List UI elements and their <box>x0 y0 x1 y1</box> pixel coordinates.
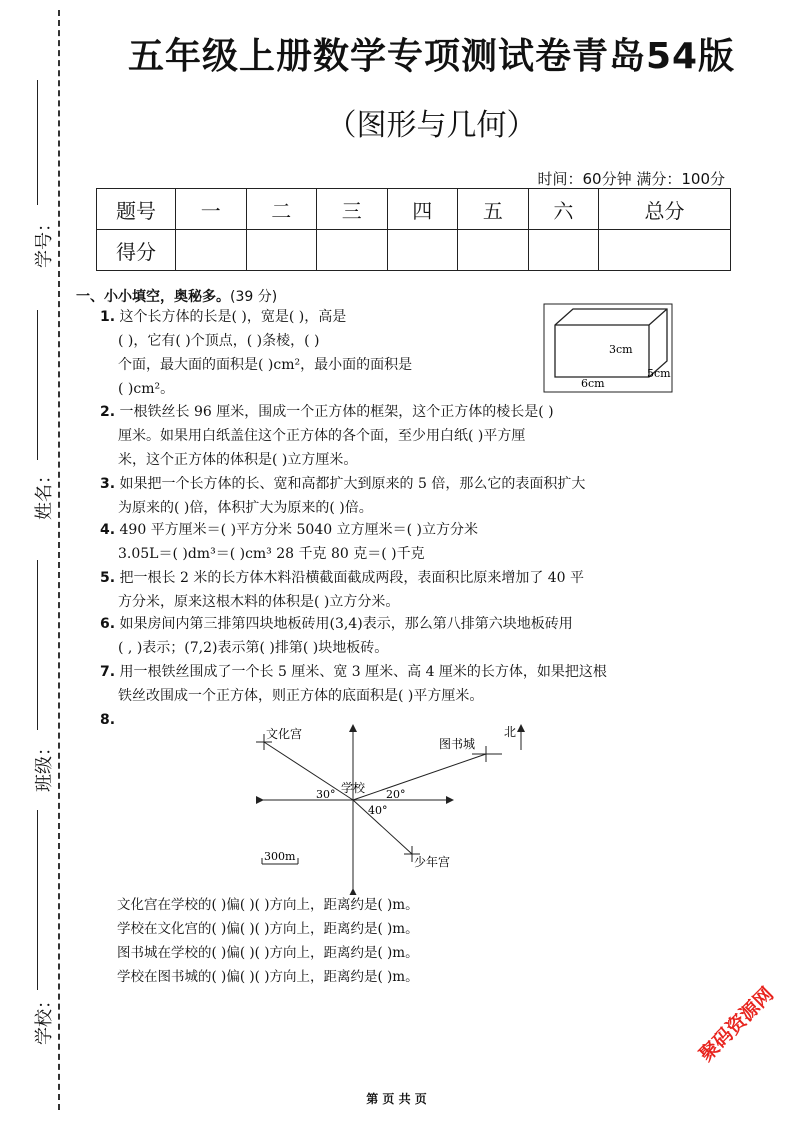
question-number: 3. <box>100 476 116 492</box>
score-header-cell: 三 <box>317 189 388 230</box>
question-text: ( )cm²。 <box>118 381 175 397</box>
question-number: 4. <box>100 522 116 538</box>
line-to-tushucheng <box>353 754 486 800</box>
class-label: 班级： <box>34 738 55 792</box>
question-2 <box>100 400 554 472</box>
student-id-line <box>37 80 38 205</box>
q8-answer-line: 文化宫在学校的( )偏( )( )方向上，距离约是( )m。 <box>117 897 419 913</box>
question-text: 3.05L＝( )dm³＝( )cm³ 28 千克 80 克＝( )千克 <box>118 546 425 562</box>
score-header-cell: 二 <box>246 189 317 230</box>
score-cell[interactable] <box>387 230 458 271</box>
score-cell[interactable] <box>176 230 247 271</box>
question-5 <box>100 566 584 614</box>
cuboid-width-label: 5cm <box>647 367 671 380</box>
class-line <box>37 560 38 730</box>
question-7 <box>100 660 607 708</box>
question-text: 个面，最大面的面积是( )cm²，最小面的面积是 <box>118 357 413 373</box>
tushucheng-label: 图书城 <box>439 737 476 751</box>
question-number: 2. <box>100 404 116 420</box>
score-header-cell: 一 <box>176 189 247 230</box>
name-label: 姓名： <box>34 466 55 520</box>
shaoniangong-label: 少年宫 <box>414 855 451 869</box>
score-cell[interactable] <box>458 230 529 271</box>
question-text: ( )，它有( )个顶点，( )条棱，( ) <box>118 333 320 349</box>
page-footer: 第 页 共 页 <box>366 1092 427 1106</box>
angle-30-label: 30° <box>316 788 336 801</box>
question-8 <box>100 708 115 732</box>
q8-answer-line: 图书城在学校的( )偏( )( )方向上，距离约是( )m。 <box>117 945 419 961</box>
scale-label: 300m <box>264 850 296 863</box>
north-label: 北 <box>504 725 517 739</box>
question-text: 米，这个正方体的体积是( )立方厘米。 <box>118 452 358 468</box>
question-text: 这个长方体的长是( )，宽是( )，高是 <box>119 309 347 325</box>
line-to-wenhuagong <box>264 742 353 800</box>
question-number: 5. <box>100 570 116 586</box>
question-text: 铁丝改围成一个正方体，则正方体的底面积是( )平方厘米。 <box>118 688 484 704</box>
score-cell[interactable] <box>528 230 599 271</box>
question-text: 如果房间内第三排第四块地板砖用(3,4)表示，那么第八排第六块地板砖用 <box>119 616 573 632</box>
question-text: 把一根长 2 米的长方体木料沿横截面截成两段，表面积比原来增加了 40 平 <box>119 570 585 586</box>
question-text: 如果把一个长方体的长、宽和高都扩大到原来的 5 倍，那么它的表面积扩大 <box>119 476 586 492</box>
question-text: 490 平方厘米＝( )平方分米 5040 立方厘米＝( )立方分米 <box>119 522 478 538</box>
question-text: 厘米。如果用白纸盖住这个正方体的各个面，至少用白纸( )平方厘 <box>118 428 526 444</box>
direction-diagram <box>240 720 540 895</box>
question-1 <box>100 305 412 401</box>
score-header-cell: 总分 <box>599 189 731 230</box>
student-id-label: 学号： <box>34 214 55 268</box>
score-table-header-row <box>97 189 731 230</box>
question-6 <box>100 612 573 660</box>
score-cell[interactable] <box>599 230 731 271</box>
cuboid-height-label: 3cm <box>609 343 633 356</box>
school-label: 学校： <box>34 991 55 1045</box>
angle-20-label: 20° <box>386 788 406 801</box>
score-table <box>96 188 731 271</box>
question-text: 方分米，原来这根木料的体积是( )立方分米。 <box>118 594 400 610</box>
score-header-cell: 五 <box>458 189 529 230</box>
page-title: 五年级上册数学专项测试卷青岛54版 <box>127 36 736 77</box>
cuboid-figure <box>543 303 673 393</box>
angle-40-label: 40° <box>368 804 388 817</box>
question-4 <box>100 518 478 566</box>
score-header-cell: 题号 <box>97 189 176 230</box>
cuboid-length-label: 6cm <box>581 377 605 390</box>
question-text: 用一根铁丝围成了一个长 5 厘米、宽 3 厘米、高 4 厘米的长方体，如果把这根 <box>119 664 607 680</box>
question-number: 8. <box>100 712 116 728</box>
question-text: 为原来的( )倍，体积扩大为原来的( )倍。 <box>118 500 373 516</box>
question-3 <box>100 472 585 520</box>
score-row-label: 得分 <box>97 230 176 271</box>
score-cell[interactable] <box>246 230 317 271</box>
page-subtitle: （图形与几何） <box>326 108 537 143</box>
section-1-title <box>76 286 277 306</box>
question-number: 1. <box>100 309 116 325</box>
score-header-cell: 六 <box>528 189 599 230</box>
question-text: ( , )表示；(7,2)表示第( )排第( )块地板砖。 <box>118 640 389 656</box>
question-number: 6. <box>100 616 116 632</box>
watermark: 聚码资源网 <box>695 983 778 1066</box>
question-number: 7. <box>100 664 116 680</box>
binding-sidebar <box>0 0 70 1122</box>
school-label: 学校 <box>341 781 366 795</box>
time-info: 时间：60分钟 满分：100分 <box>537 170 725 188</box>
q8-answer-line: 学校在图书城的( )偏( )( )方向上，距离约是( )m。 <box>117 969 419 985</box>
score-cell[interactable] <box>317 230 388 271</box>
q8-answer-line: 学校在文化宫的( )偏( )( )方向上，距离约是( )m。 <box>117 921 419 937</box>
wenhuagong-label: 文化宫 <box>266 727 303 741</box>
section-1-heading: 一、小小填空，奥秘多。 <box>76 289 230 305</box>
cut-line <box>58 10 60 1110</box>
score-table-score-row <box>97 230 731 271</box>
score-header-cell: 四 <box>387 189 458 230</box>
section-1-points: (39 分) <box>230 289 278 305</box>
name-line <box>37 310 38 460</box>
school-line <box>37 810 38 990</box>
question-text: 一根铁丝长 96 厘米，围成一个正方体的框架，这个正方体的棱长是( ) <box>119 404 554 420</box>
